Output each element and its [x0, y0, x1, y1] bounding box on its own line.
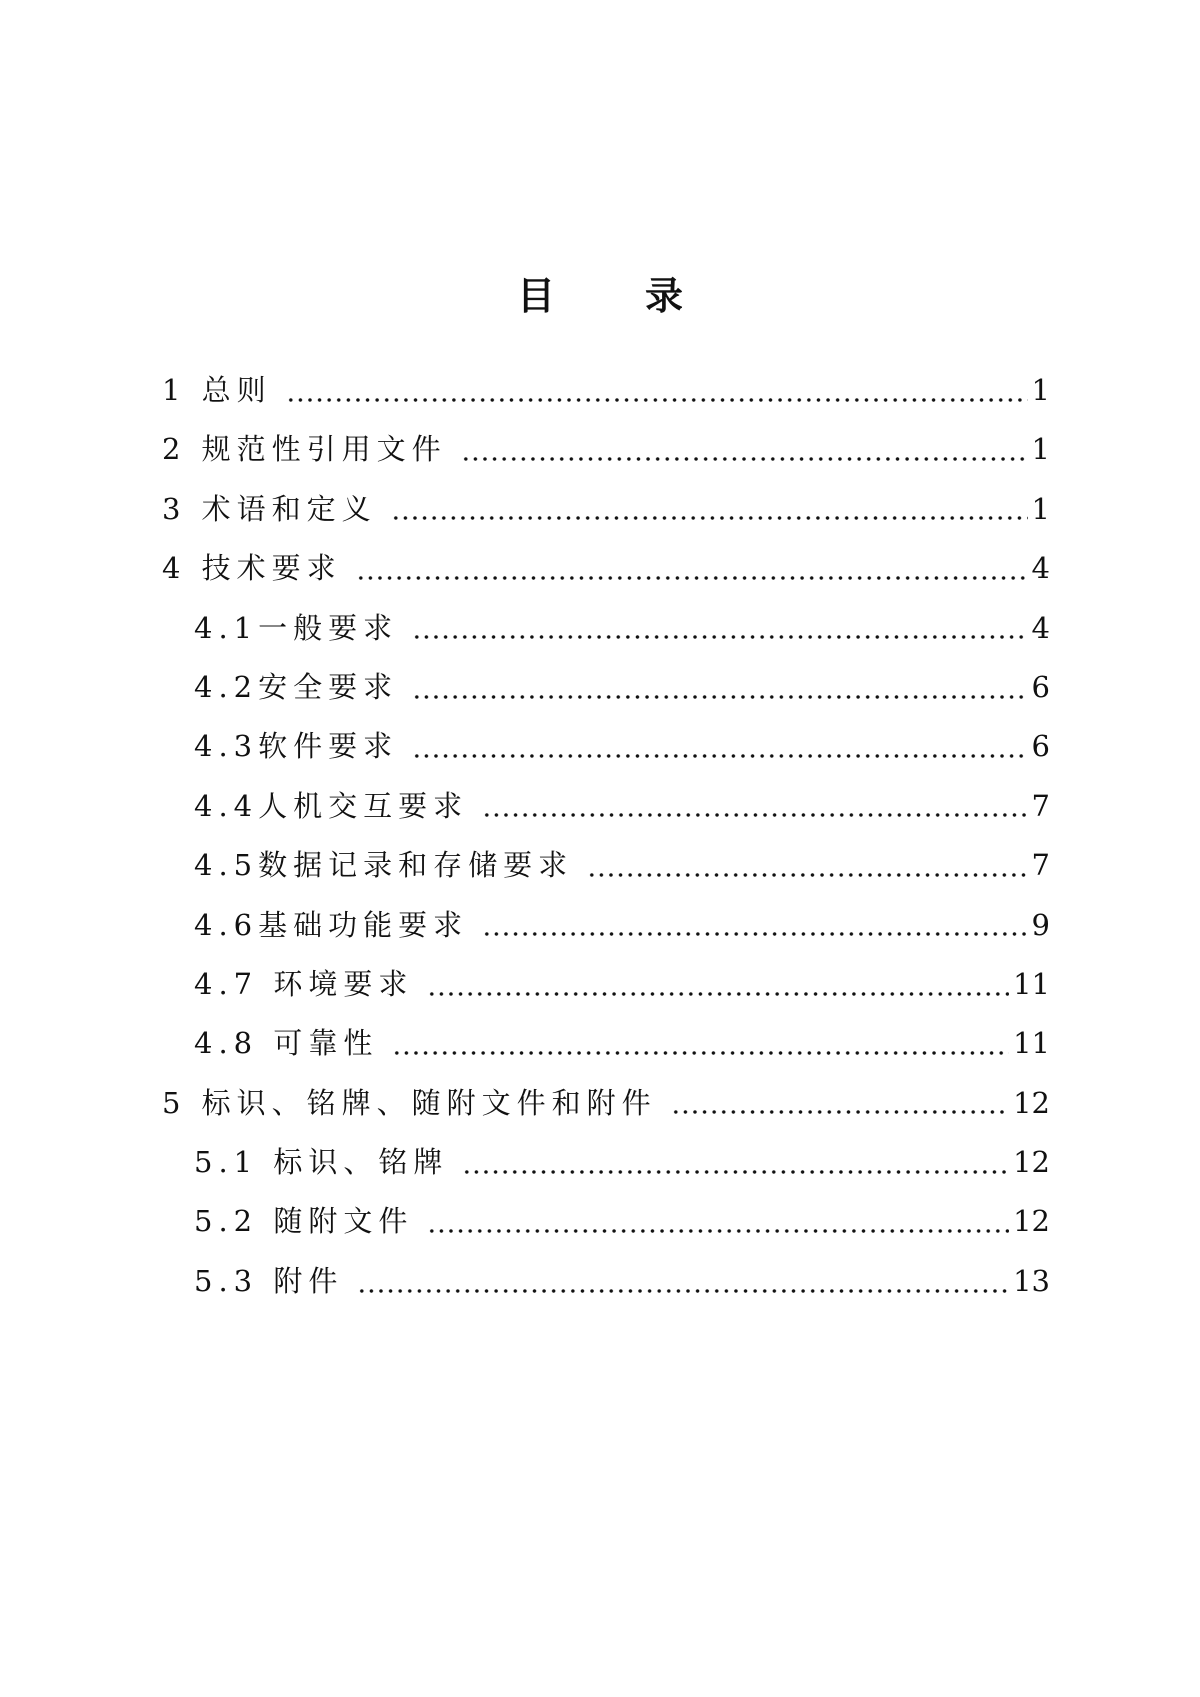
- toc-leader-dots: [482, 931, 1027, 937]
- toc-entry-label: 4.2安全要求: [194, 669, 399, 704]
- toc-entry-page: 7: [1031, 848, 1050, 883]
- toc-leader-dots: [356, 575, 1028, 581]
- toc-leader-dots: [412, 694, 1027, 700]
- toc-leader-dots: [482, 812, 1027, 818]
- toc-entry-4-1[interactable]: [162, 608, 1050, 667]
- toc-entry-label: 5.1 标识、铭牌: [194, 1145, 449, 1180]
- toc-entry-3[interactable]: [162, 489, 1050, 548]
- toc-entry-label: 4.3软件要求: [194, 729, 399, 764]
- toc-leader-dots: [412, 634, 1027, 640]
- toc-leader-dots: [427, 1228, 1009, 1234]
- toc-entry-4-2[interactable]: [162, 667, 1050, 726]
- toc-leader-dots: [391, 515, 1028, 521]
- toc-leader-dots: [427, 991, 1009, 997]
- toc-entry-page: 4: [1031, 551, 1050, 586]
- toc-entry-4[interactable]: [162, 548, 1050, 607]
- toc-entry-label: 1 总则: [162, 373, 272, 407]
- toc-entry-4-8[interactable]: [162, 1023, 1050, 1082]
- toc-entry-page: 7: [1031, 788, 1050, 823]
- toc-entry-page: 12: [1013, 1145, 1050, 1180]
- toc-entry-5-2[interactable]: [162, 1201, 1050, 1260]
- toc-entry-label: 4.1一般要求: [194, 610, 399, 645]
- toc-entry-label: 4.6基础功能要求: [194, 907, 469, 942]
- toc-leader-dots: [392, 1050, 1009, 1056]
- toc-entry-label: 4.4人机交互要求: [194, 788, 469, 823]
- toc-entry-label: 4 技术要求: [162, 551, 342, 586]
- toc-entry-page: 13: [1013, 1263, 1050, 1298]
- toc-leader-dots: [462, 1169, 1009, 1175]
- toc-entry-4-6[interactable]: [162, 905, 1050, 964]
- toc-entry-5-1[interactable]: [162, 1142, 1050, 1201]
- toc-entry-page: 4: [1031, 610, 1050, 645]
- toc-entry-4-4[interactable]: [162, 786, 1050, 845]
- title-char-1: 目: [516, 274, 555, 318]
- toc-leader-dots: [412, 753, 1027, 759]
- toc-entry-page: 6: [1031, 669, 1050, 704]
- toc-entry-page: 12: [1013, 1204, 1050, 1239]
- toc-entry-4-7[interactable]: [162, 964, 1050, 1023]
- toc-entry-1[interactable]: [162, 370, 1050, 429]
- toc-entry-5-3[interactable]: [162, 1261, 1050, 1320]
- toc-entry-label: 5.3 附件: [194, 1263, 344, 1298]
- toc-leader-dots: [587, 872, 1027, 878]
- table-of-contents: [162, 370, 1050, 1320]
- toc-entry-label: 4.7 环境要求: [194, 966, 414, 1001]
- toc-entry-label: 5 标识、铭牌、随附文件和附件: [162, 1085, 657, 1120]
- toc-entry-label: 4.8 可靠性: [194, 1026, 379, 1061]
- page-title: [0, 272, 1200, 320]
- toc-leader-dots: [671, 1109, 1009, 1115]
- toc-entry-page: 11: [1013, 966, 1050, 1001]
- toc-entry-page: 1: [1031, 432, 1050, 467]
- toc-entry-label: 4.5数据记录和存储要求: [194, 848, 574, 883]
- toc-entry-label: 3 术语和定义: [162, 491, 377, 526]
- title-char-2: 录: [645, 274, 684, 318]
- toc-entry-label: 2 规范性引用文件: [162, 432, 447, 467]
- toc-leader-dots: [286, 397, 1028, 403]
- toc-leader-dots: [357, 1288, 1009, 1294]
- toc-leader-dots: [461, 456, 1028, 462]
- toc-entry-4-3[interactable]: [162, 726, 1050, 785]
- toc-entry-4-5[interactable]: [162, 845, 1050, 904]
- toc-entry-5[interactable]: [162, 1083, 1050, 1142]
- toc-entry-page: 1: [1031, 373, 1050, 407]
- toc-entry-label: 5.2 随附文件: [194, 1204, 414, 1239]
- toc-entry-page: 9: [1031, 907, 1050, 942]
- toc-entry-page: 11: [1013, 1026, 1050, 1061]
- toc-entry-page: 6: [1031, 729, 1050, 764]
- toc-entry-page: 1: [1031, 491, 1050, 526]
- toc-entry-2[interactable]: [162, 429, 1050, 488]
- toc-entry-page: 12: [1013, 1085, 1050, 1120]
